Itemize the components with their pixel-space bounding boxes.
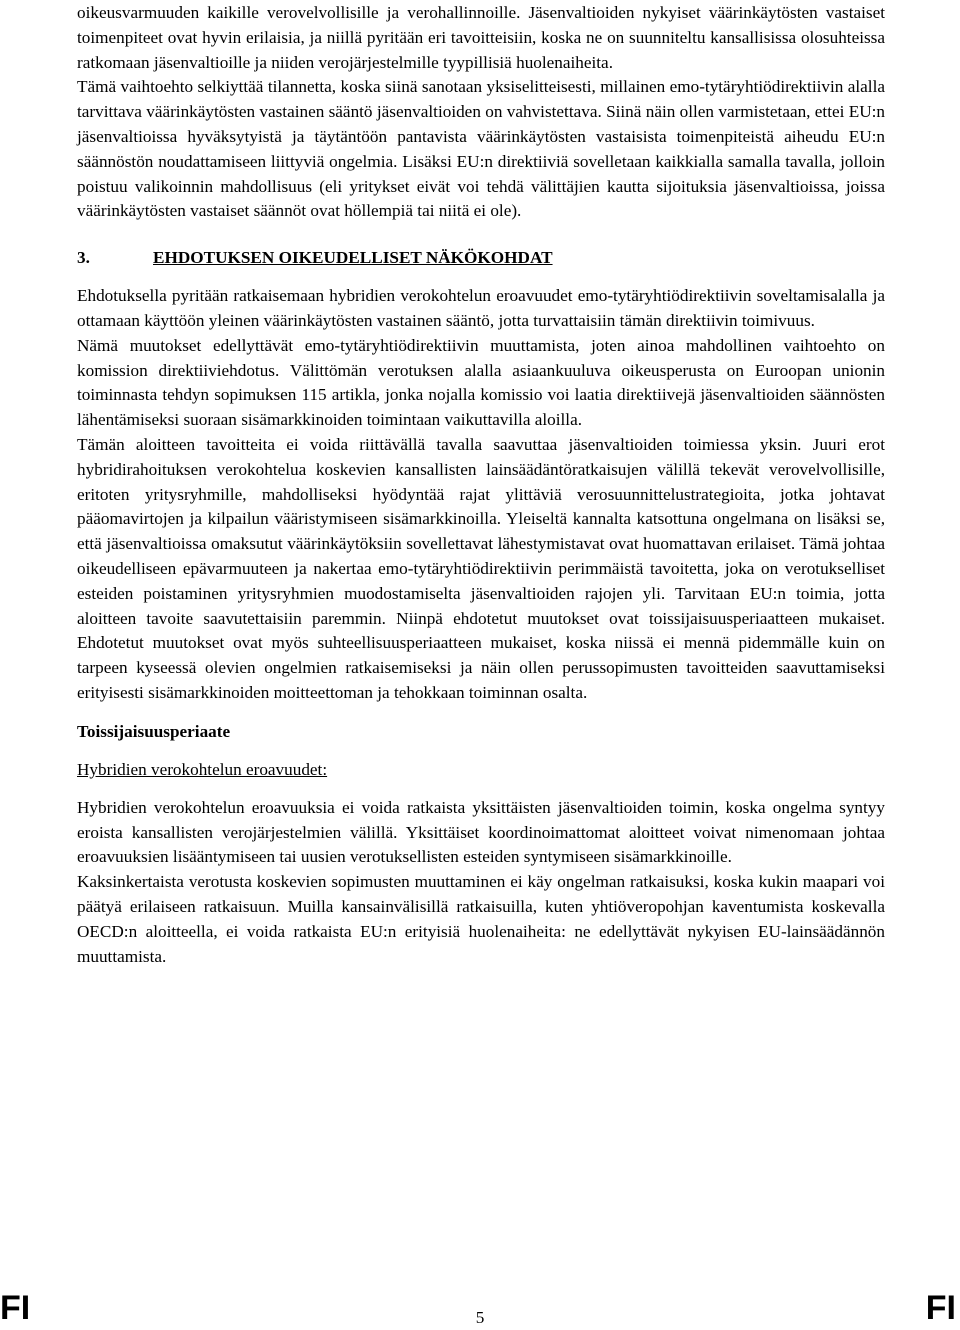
paragraph-4: Nämä muutokset edellyttävät emo-tytäryhtiödirektiivin muuttamista, joten ainoa mahdollinen vaihtoehto on komission direktiiviehdotus. Välittömän verotuksen alalla asiaankuuluva oikeusperusta on Euroopan unionin toiminnasta tehdyn sopimuksen 115 artikla, jonka nojalla komissio voi laatia direktiivejä jäsenvaltioiden säännösten lähentämiseksi suoraan sisämarkkinoiden toimintaan vaikuttavilla aloilla. xyxy=(77,335,885,430)
paragraph-2: Tämä vaihtoehto selkiyttää tilannetta, koska siinä sanotaan yksiselitteisesti, millainen emo-tytäryhtiödirektiivin alalla tarvittava väärinkäytösten vastainen sääntö jäsenvaltioiden on vahvistettava. Siinä näin ollen varmistetaan, ettei EU:n jäsenvaltioissa hyväksytyistä ja täytäntöön pantavista väärinkäytösten vastaisista toimenpiteistä aiheudu EU:n säännöstön noudattamiseen liittyviä ongelmia. Lisäksi EU:n direktiiviä sovelletaan kaikkialla samalla tavalla, jolloin poistuu valikoinnin mahdollisuus (eli yritykset eivät voi tehdä välittäjien kautta sijoituksia jäsenvaltioissa, joissa väärinkäytösten vastaiset säännöt ovat höllempiä tai niitä ei ole). xyxy=(77,77,885,221)
paragraph-6: Hybridien verokohtelun eroavuuksia ei voida ratkaista yksittäisten jäsenvaltioiden toimin, koska ongelma syntyy eroista kansallisten verojärjestelmien välillä. Yksittäiset koordinoimattomat aloitteet voivat nimenomaan johtaa eroavuuksien lisääntymiseen tai uusien verotuksellisten esteiden syntymiseen sisämarkkinoille. xyxy=(77,797,885,867)
paragraph-3: Ehdotuksella pyritään ratkaisemaan hybridien verokohtelun eroavuudet emo-tytäryhtiödirektiivin soveltamisalalla ja ottamaan käyttöön yleinen väärinkäytösten vastainen sääntö, jotta turvattaisiin tämän direktiivin toimivuus. xyxy=(77,286,885,330)
footer-language-code-right: FI xyxy=(925,1289,956,1327)
paragraph-7: Kaksinkertaista verotusta koskevien sopimusten muuttaminen ei käy ongelman ratkaisuksi, koska kukin maapari voi päätyä erilaiseen ratkaisuun. Muilla kansainvälisillä ratkaisuilla, kuten yhtiöveropohjan kaventumista koskevalla OECD:n aloitteella, ei voida ratkaista EU:n erityisiä huolenaiheita: ne edellyttävät nykyisen EU-lainsäädännön muuttamista. xyxy=(77,872,885,966)
subsection-subtitle: Hybridien verokohtelun eroavuudet: xyxy=(77,759,328,779)
section-heading xyxy=(77,246,885,270)
section-title: EHDOTUKSEN OIKEUDELLISET NÄKÖKOHDAT xyxy=(153,248,553,268)
subsection-title: Toissijaisuusperiaate xyxy=(77,721,231,741)
section-number: 3. xyxy=(77,248,90,268)
page-number: 5 xyxy=(475,1308,485,1327)
paragraph-1: oikeusvarmuuden kaikille verovelvollisille ja verohallinnoille. Jäsenvaltioiden nykyiset väärinkäytösten vastaiset toimenpiteet ovat hyvin erilaisia, ja niillä pyritään eri tavoitteisiin, koska ne on suunniteltu kansallisissa olosuhteissa ratkomaan jäsenvaltioille ja niiden verojärjestelmille tyypillisiä huolenaiheita. xyxy=(77,3,885,72)
footer-language-code-left: FI xyxy=(0,1289,31,1327)
paragraph-5: Tämän aloitteen tavoitteita ei voida riittävällä tavalla saavuttaa jäsenvaltioiden toimiessa yksin. Juuri erot hybridirahoituksen verokohtelua koskevien kansallisten lainsäädäntöratkaisujen välillä tekevät verovelvollisille, eritoten yritysryhmille, mahdolliseksi hyödyntää rajat ylittäviä verosuunnittelustrategioita, jotka johtavat pääomavirtojen ja kilpailun vääristymiseen sisämarkkinoilla. Yleiseltä kannalta katsottuna ongelmana on lisäksi se, että jäsenvaltioissa omaksutut väärinkäytöksiin sovellettavat lähestymistavat ovat huomattavan erilaiset. Tämä johtaa oikeudelliseen epävarmuuteen ja nakertaa emo-tytäryhtiödirektiivin perimmäistä tavoitetta, joka on verotukselliset esteiden poistaminen yritysryhmien muodostamiselta jäsenvaltioiden rajojen yli. Tarvitaan EU:n toimia, jotta aloitteen tavoite saavutettaisiin paremmin. Niinpä ehdotetut muutokset ovat toissijaisuusperiaatteen mukaiset. Ehdotetut muutokset ovat myös suhteellisuusperiaatteen mukaiset, koska niissä ei mennä pidemmälle kuin on tarpeen kyseessä olevien ongelmien ratkaisemiseksi ja näin ollen perussopimusten tavoitteiden saavuttamiseksi erityisesti sisämarkkinoiden moitteettoman ja tehokkaan toiminnan osalta. xyxy=(77,434,885,702)
document-page xyxy=(77,0,885,969)
